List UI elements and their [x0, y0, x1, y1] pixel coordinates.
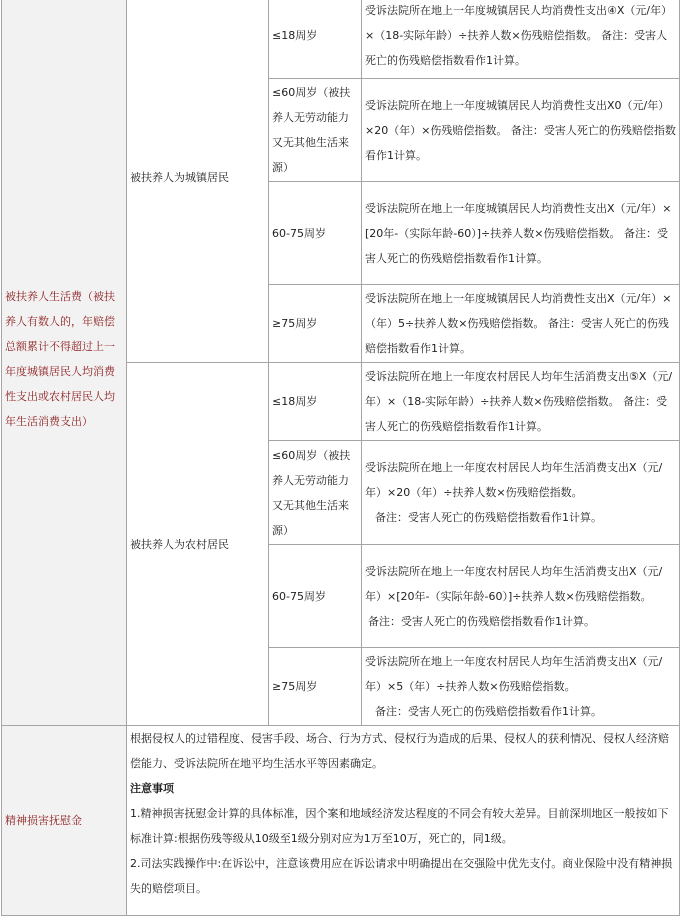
- age-range-cell: ≤60周岁（被扶养人无劳动能力又无其他生活来源）: [269, 79, 362, 182]
- notes-heading: 注意事项: [130, 782, 174, 795]
- age-range-cell: ≤18周岁: [269, 0, 362, 79]
- table-row: [2, 726, 680, 916]
- compensation-table: [1, 0, 680, 916]
- rural-resident-label: 被扶养人为农村居民: [127, 363, 269, 726]
- urban-resident-label: 被扶养人为城镇居民: [127, 0, 269, 363]
- age-range-cell: 60-75周岁: [269, 182, 362, 285]
- table-row: [2, 0, 680, 79]
- living-expenses-label: 被扶养人生活费（被扶养人有数人的，年赔偿总额累计不得超过上一年度城镇居民人均消费性支出或农村居民人均年生活消费支出）: [2, 0, 127, 726]
- mental-damage-detail: 根据侵权人的过错程度、侵害手段、场合、行为方式、侵权行为造成的后果、侵权人的获利情况、侵权人经济赔偿能力、受诉法院所在地平均生活水平等因素确定。 注意事项 1.精神损害抚慰金计算的具体标准，因个案和地域经济发达程度的不同会有较大差异。目前深圳地区一般按如下标准计算:根据伤残等级从10级至1级分别对应为1万至10万，死亡的，同1级。 2.司法实践操作中:在诉讼中，注意该费用应在诉讼请求中明确提出在交强险中优先支付。商业保险中没有精神损失的赔偿项目。: [127, 726, 680, 916]
- age-range-cell: ≥75周岁: [269, 648, 362, 726]
- formula-cell: 受诉法院所在地上一年度农村居民人均年生活消费支出⑤X（元/年）×（18-实际年龄）÷扶养人数×伤残赔偿指数。 备注：受害人死亡的伤残赔偿指数看作1计算。: [362, 363, 680, 441]
- formula-cell: 受诉法院所在地上一年度城镇居民人均消费性支出X（元/年）×[20年-（实际年龄-60）]÷扶养人数×伤残赔偿指数。 备注：受害人死亡的伤残赔偿指数看作1计算。: [362, 182, 680, 285]
- formula-cell: 受诉法院所在地上一年度农村居民人均年生活消费支出X（元/年）×20（年）÷扶养人数×伤残赔偿指数。 备注：受害人死亡的伤残赔偿指数看作1计算。: [362, 441, 680, 545]
- formula-cell: 受诉法院所在地上一年度城镇居民人均消费性支出X（元/年）×（年）5÷扶养人数×伤残赔偿指数。 备注：受害人死亡的伤残赔偿指数看作1计算。: [362, 285, 680, 363]
- formula-cell: 受诉法院所在地上一年度农村居民人均年生活消费支出X（元/年）×5（年）÷扶养人数×伤残赔偿指数。 备注：受害人死亡的伤残赔偿指数看作1计算。: [362, 648, 680, 726]
- age-range-cell: ≥75周岁: [269, 285, 362, 363]
- age-range-cell: ≤60周岁（被扶养人无劳动能力又无其他生活来源）: [269, 441, 362, 545]
- formula-cell: 受诉法院所在地上一年度农村居民人均年生活消费支出X（元/年）×[20年-（实际年龄-60）]÷扶养人数×伤残赔偿指数。 备注：受害人死亡的伤残赔偿指数看作1计算。: [362, 545, 680, 648]
- age-range-cell: ≤18周岁: [269, 363, 362, 441]
- formula-cell: 受诉法院所在地上一年度城镇居民人均消费性支出X0（元/年）×20（年）×伤残赔偿指数。 备注：受害人死亡的伤残赔偿指数看作1计算。: [362, 79, 680, 182]
- mental-damage-label: 精神损害抚慰金: [2, 726, 127, 916]
- age-range-cell: 60-75周岁: [269, 545, 362, 648]
- formula-cell: 受诉法院所在地上一年度城镇居民人均消费性支出④X（元/年）×（18-实际年龄）÷扶养人数×伤残赔偿指数。 备注：受害人死亡的伤残赔偿指数看作1计算。: [362, 0, 680, 79]
